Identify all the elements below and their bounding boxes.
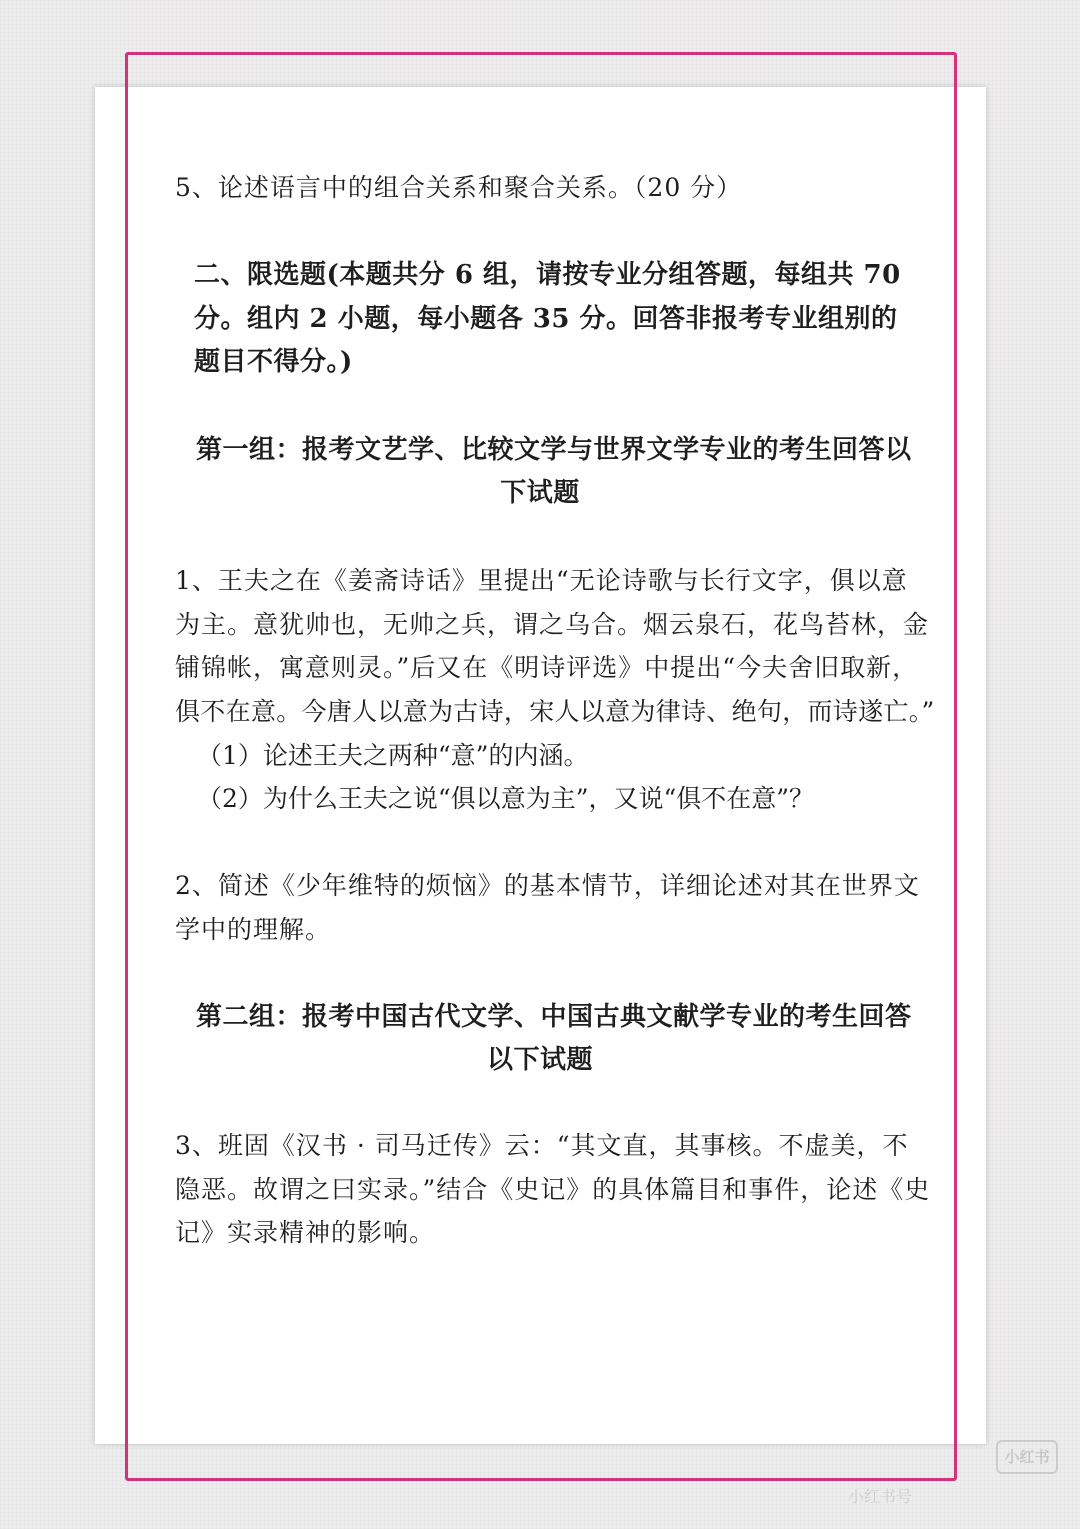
question-5: 5、论述语言中的组合关系和聚合关系。（20 分） xyxy=(175,173,743,202)
question-1-sub-1: （1）论述王夫之两种“意”的内涵。 xyxy=(197,741,589,770)
question-2-line-1: 2、简述《少年维特的烦恼》的基本情节，详细论述对其在世界文 xyxy=(175,871,920,900)
watermark-logo: 小红书 xyxy=(996,1440,1058,1474)
question-2-line-2: 学中的理解。 xyxy=(175,915,332,944)
group-1-heading-line-2: 下试题 xyxy=(500,478,580,508)
group-2-heading-line-2: 以下试题 xyxy=(486,1045,593,1075)
question-1-line-4: 俱不在意。今唐人以意为古诗，宋人以意为律诗、绝句，而诗遂亡。” xyxy=(175,697,935,726)
group-1-heading-line-1: 第一组：报考文艺学、比较文学与世界文学专业的考生回答以 xyxy=(196,435,912,465)
section-2-line-3: 题目不得分。) xyxy=(194,347,353,377)
question-1-sub-2: （2）为什么王夫之说“俱以意为主”，又说“俱不在意”？ xyxy=(197,784,815,813)
question-3-line-2: 隐恶。故谓之曰实录。”结合《史记》的具体篇目和事件，论述《史 xyxy=(175,1175,931,1204)
question-1-line-3: 铺锦帐，寓意则灵。”后又在《明诗评选》中提出“今夫舍旧取新， xyxy=(175,653,919,682)
question-3-line-1: 3、班固《汉书 · 司马迁传》云：“其文直，其事核。不虚美，不 xyxy=(175,1131,909,1160)
question-1-line-1: 1、王夫之在《姜斋诗话》里提出“无论诗歌与长行文字，俱以意 xyxy=(175,566,908,595)
group-2-heading-line-1: 第二组：报考中国古代文学、中国古典文献学专业的考生回答 xyxy=(196,1002,912,1032)
question-3-line-3: 记》实录精神的影响。 xyxy=(175,1218,436,1247)
question-1-line-2: 为主。意犹帅也，无帅之兵，谓之乌合。烟云泉石，花鸟苔林，金 xyxy=(175,610,930,639)
section-2-line-2: 分。组内 2 小题，每小题各 35 分。回答非报考专业组别的 xyxy=(194,304,898,334)
watermark-caption: 小红书号 xyxy=(848,1487,913,1506)
section-2-line-1: 二、限选题(本题共分 6 组，请按专业分组答题，每组共 70 xyxy=(194,260,901,290)
